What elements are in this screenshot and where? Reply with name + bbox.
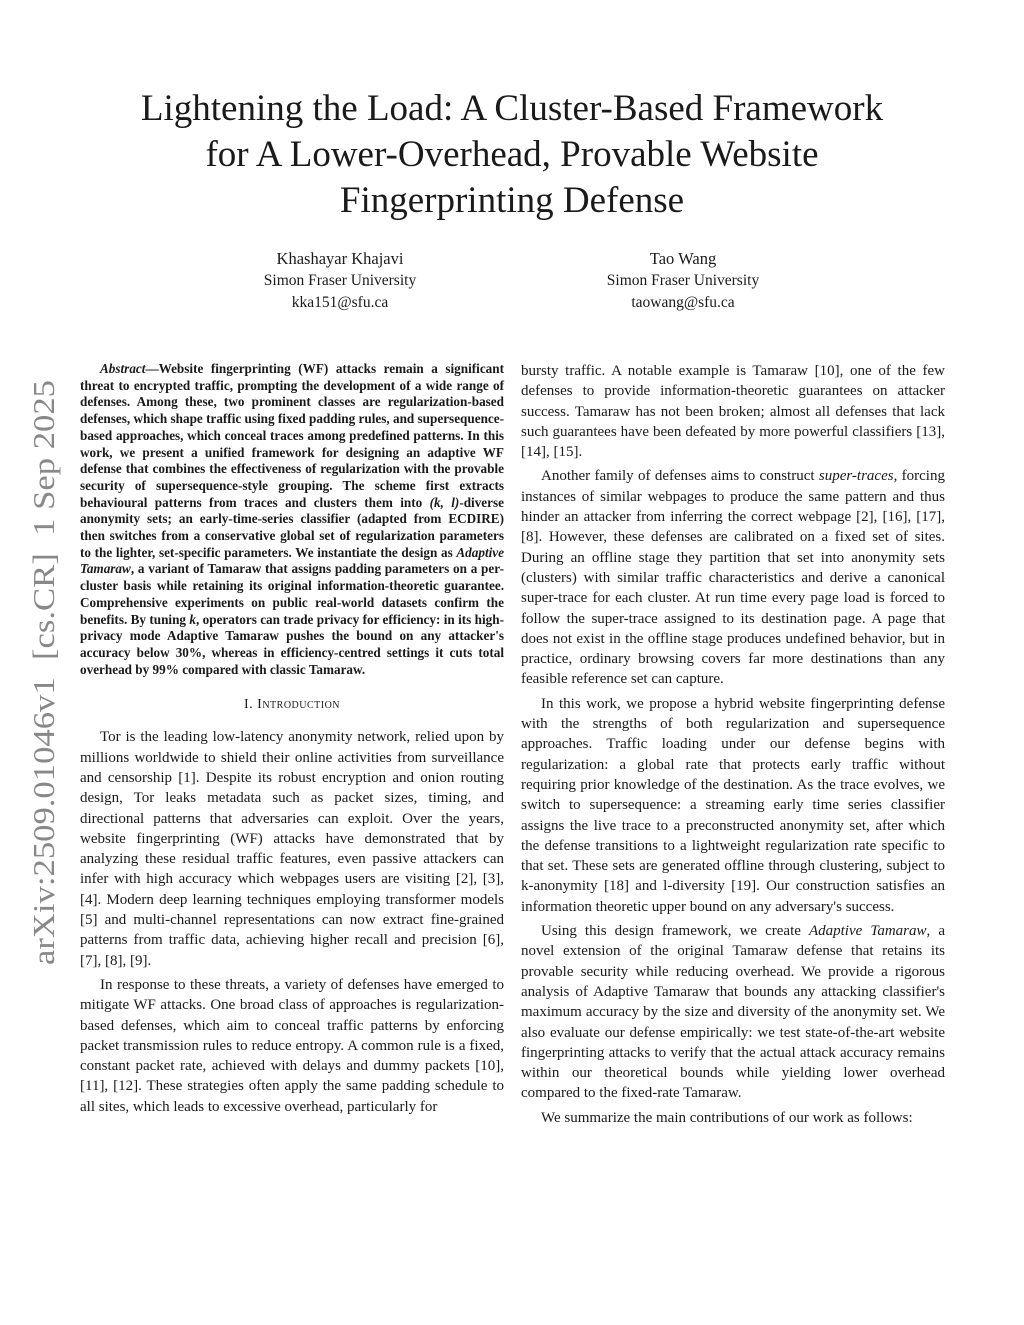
paragraph-text: , forcing instances of similar webpages to produce the same pattern and thus hinder an attacker from inferring the correct webpage [2], [16], [17], [8]. However, these defenses are calibrated on a fixed set of sites. During an offline stage they partition that set into anonymity sets (clusters) with similar traffic characteristics and derive a canonical super-trace for each cluster. At run time every page load is forced to follow the super-trace assigned to its destination page. A page that does not exist in the offline stage produces undefined behavior, but in practice, ordinary browsing covers far more destinations than any feasible reference set can capture. <box>521 468 945 688</box>
author-email: taowang@sfu.ca <box>631 294 735 311</box>
title-line: for A Lower-Overhead, Provable Website <box>205 134 819 175</box>
author-block <box>583 248 783 314</box>
body-paragraph <box>521 466 945 689</box>
author-block <box>240 248 440 314</box>
body-paragraph: bursty traffic. A notable example is Tamaraw [10], one of the few defenses to provide information-theoretic guarantees on attacker success. Tamaraw has not been broken; almost all defenses that lack such guarantees have been defeated by more powerful classifiers [13], [14], [15]. <box>521 363 945 461</box>
arxiv-stamp <box>20 380 70 965</box>
abstract-emphasis: Adaptive Tamaraw <box>80 544 504 577</box>
author-name: Tao Wang <box>649 249 717 268</box>
abstract-label: Abstract <box>100 361 146 376</box>
author-affiliation: Simon Fraser University <box>606 272 760 289</box>
title-line: Fingerprinting Defense <box>339 180 685 221</box>
author-name: Khashayar Khajavi <box>276 249 404 268</box>
right-column <box>521 361 945 1132</box>
abstract-text: -diverse anonymity sets; an early-time-series classifier (adapted from ECDIRE) then switches from a conservative global set of regularization parameters to the lighter, set-specific parameters. We instantiate the design as <box>80 494 504 560</box>
section-initial: I <box>257 697 263 713</box>
author-affiliation: Simon Fraser University <box>263 272 417 289</box>
abstract-text: —Website fingerprinting (WF) attacks remain a significant threat to encrypted traffic, prompting the development of a wide range of defenses. Among these, two prominent classes are regularization-based defenses, which shape traffic using fixed padding rules, and supersequence-based approaches, which conceal traces among predefined patterns. In this work, we present a unified framework for designing an adaptive WF defense that combines the effectiveness of regularization with the provable security of supersequence-style grouping. The scheme first extracts behavioural patterns from traces and clusters them into <box>80 361 504 510</box>
author-email: kka151@sfu.ca <box>291 294 389 311</box>
emphasis-text: Adaptive Tamaraw <box>808 923 927 940</box>
body-paragraph <box>521 921 945 1104</box>
abstract-math: (k, l) <box>429 494 460 510</box>
left-column <box>80 361 504 1121</box>
abstract <box>80 361 504 678</box>
section-title-rest: ntroduction <box>262 697 341 713</box>
section-number: I. <box>243 697 254 713</box>
paragraph-text: , a novel extension of the original Tamaraw defense that retains its provable security while reducing overhead. We provide a rigorous analysis of Adaptive Tamaraw that bounds any attacking classifier's maximum accuracy by the size and diversity of the anonymity set. We also evaluate our defense empirically: we test state-of-the-art website fingerprinting attacks to verify that the actual attack accuracy remains within our theoretical bounds while yielding lower overhead compared to the fixed-rate Tamaraw. <box>521 923 945 1102</box>
paper-title <box>60 86 964 224</box>
paragraph-text: Using this design framework, we create <box>541 923 809 940</box>
body-paragraph: In response to these threats, a variety of defenses have emerged to mitigate WF attacks. One broad class of approaches is regularization-based defenses, which aim to conceal traffic patterns by enforcing packet transmission rules to reduce entropy. A common rule is a fixed, constant packet rate, achieved with delays and dummy packets [10], [11], [12]. These strategies often apply the same padding schedule to all sites, which leads to excessive overhead, particularly for <box>80 976 504 1115</box>
abstract-math: k <box>189 611 196 627</box>
paragraph-text: Another family of defenses aims to construct <box>541 468 819 485</box>
body-paragraph: We summarize the main contributions of our work as follows: <box>541 1109 913 1126</box>
emphasis-text: super-traces <box>818 468 894 485</box>
section-heading <box>80 697 504 713</box>
body-paragraph: In this work, we propose a hybrid website fingerprinting defense with the strengths of both regularization and supersequence approaches. Traffic loading under our defense begins with regularization: a global rate that protects early traffic without requiring prior knowledge of the destination. As the trace evolves, we switch to supersequence: a streaming early time series classifier assigns the live trace to a preconstructed anonymity set, after which the defense transitions to a lightweight regularization rate specific to that set. These sets are generated offline through clustering, subject to k-anonymity [18] and l-diversity [19]. Our construction satisfies an information theoretic upper bound on any adversary's success. <box>521 695 945 915</box>
abstract-text: , operators can trade privacy for efficiency: in its high-privacy mode Adaptive Tamaraw pushes the bound on any attacker's accuracy below 30%, whereas in efficiency-centred settings it cuts total overhead by 99% compared with classic Tamaraw. <box>80 611 504 677</box>
body-paragraph: Tor is the leading low-latency anonymity network, relied upon by millions worldwide to shield their online activities from surveillance and censorship [1]. Despite its robust encryption and onion routing design, Tor leaks metadata such as packet sizes, timing, and directional patterns that adversaries can exploit. Over the years, website fingerprinting (WF) attacks have demonstrated that by analyzing these residual traffic features, even passive attackers can infer with high accuracy which webpages users are visiting [2], [3], [4]. Modern deep learning techniques employing transformer models [5] and multi-channel representations can now extract fine-grained patterns from traffic data, achieving higher recall and precision [6], [7], [8], [9]. <box>80 729 504 969</box>
abstract-text: , a variant of Tamaraw that assigns padding parameters on a per-cluster basis while retaining its original information-theoretic guarantee. Comprehensive experiments on public real-world datasets confirm the benefits. By tuning <box>80 561 504 627</box>
arxiv-id-text: arXiv:2509.01046v1 [cs.CR] 1 Sep 2025 <box>26 441 61 965</box>
title-line: Lightening the Load: A Cluster-Based Framework <box>140 88 884 129</box>
